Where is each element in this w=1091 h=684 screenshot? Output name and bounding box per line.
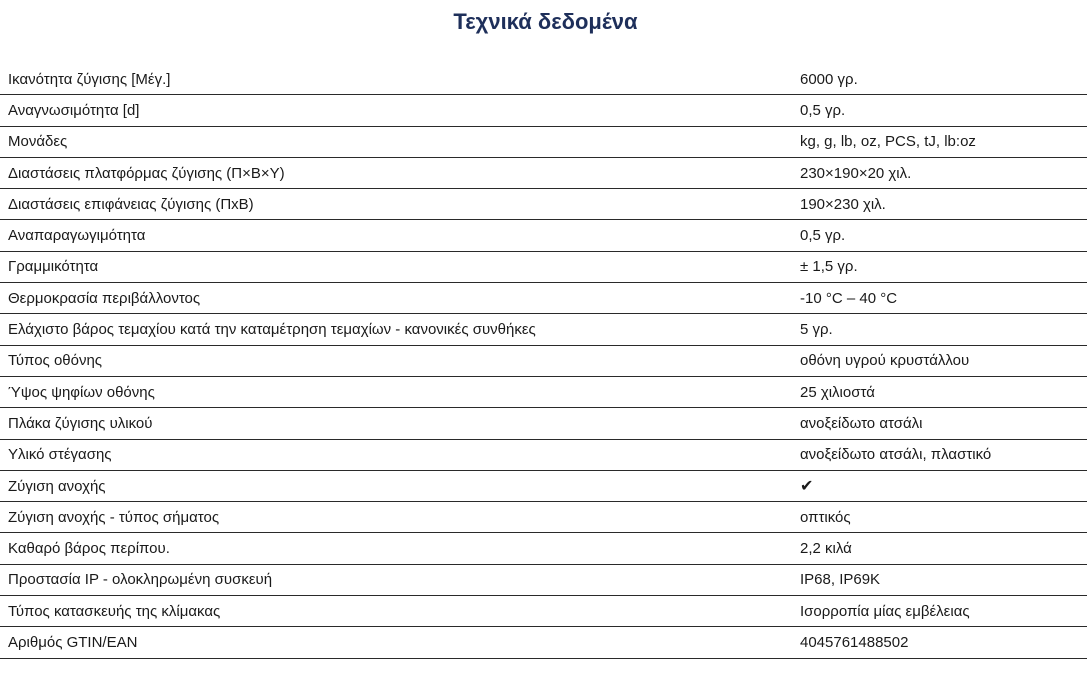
- spec-label: Ζύγιση ανοχής: [8, 477, 106, 495]
- page-title: Τεχνικά δεδομένα: [453, 9, 638, 34]
- spec-label: Τύπος κατασκευής της κλίμακας: [8, 602, 221, 620]
- spec-label: Προστασία IP - ολοκληρωμένη συσκευή: [8, 571, 273, 589]
- spec-row: [0, 440, 1087, 471]
- spec-label: Γραμμικότητα: [8, 258, 99, 276]
- spec-value: kg, g, lb, oz, PCS, tJ, lb:oz: [800, 133, 976, 151]
- spec-row: [0, 220, 1087, 251]
- spec-value: IP68, IP69K: [800, 571, 881, 589]
- spec-value: ανοξείδωτο ατσάλι: [800, 414, 923, 432]
- spec-row: [0, 64, 1087, 95]
- spec-value: 25 χιλιοστά: [800, 383, 875, 401]
- spec-value: οπτικός: [800, 508, 851, 526]
- spec-value: 0,5 γρ.: [800, 101, 846, 119]
- spec-row: [0, 252, 1087, 283]
- spec-row: [0, 283, 1087, 314]
- spec-label: Αναγνωσιμότητα [d]: [8, 101, 140, 119]
- spec-value: 5 γρ.: [800, 321, 833, 339]
- spec-value: [792, 478, 1087, 495]
- spec-value: 190×230 χιλ.: [800, 195, 886, 213]
- spec-value: οθόνη υγρού κρυστάλλου: [800, 352, 970, 370]
- spec-row: [0, 377, 1087, 408]
- spec-row: [0, 471, 1087, 502]
- spec-label: Αριθμός GTIN/EAN: [8, 633, 138, 651]
- spec-row: [0, 596, 1087, 627]
- spec-value: 230×190×20 χιλ.: [800, 164, 912, 182]
- spec-row: [0, 408, 1087, 439]
- spec-value: 2,2 κιλά: [800, 540, 852, 558]
- spec-row: [0, 502, 1087, 533]
- spec-row: [0, 127, 1087, 158]
- spec-label: Μονάδες: [8, 133, 68, 151]
- spec-row: [0, 314, 1087, 345]
- spec-row: [0, 565, 1087, 596]
- spec-row: [0, 627, 1087, 658]
- spec-value: 4045761488502: [800, 633, 909, 651]
- spec-value: -10 °C – 40 °C: [800, 289, 898, 307]
- spec-row: [0, 346, 1087, 377]
- spec-label: Διαστάσεις επιφάνειας ζύγισης (ΠxΒ): [8, 195, 254, 213]
- spec-row: [0, 95, 1087, 126]
- spec-label: Ικανότητα ζύγισης [Μέγ.]: [8, 70, 171, 88]
- spec-label: Πλάκα ζύγισης υλικού: [8, 414, 153, 432]
- spec-value: ± 1,5 γρ.: [800, 258, 858, 276]
- spec-value: Ισορροπία μίας εμβέλειας: [800, 602, 970, 620]
- spec-row: [0, 158, 1087, 189]
- spec-label: Ελάχιστο βάρος τεμαχίου κατά την καταμέτρηση τεμαχίων - κανονικές συνθήκες: [8, 321, 536, 339]
- spec-label: Ύψος ψηφίων οθόνης: [8, 383, 155, 401]
- spec-value: 6000 γρ.: [800, 70, 858, 88]
- spec-label: Αναπαραγωγιμότητα: [8, 227, 146, 245]
- spec-label: Υλικό στέγασης: [8, 446, 112, 464]
- spec-table: [0, 64, 1087, 659]
- spec-value: 0,5 γρ.: [800, 227, 846, 245]
- check-icon: ✔: [800, 477, 814, 495]
- spec-row: [0, 533, 1087, 564]
- spec-label: Τύπος οθόνης: [8, 352, 103, 370]
- spec-label: Καθαρό βάρος περίπου.: [8, 540, 170, 558]
- spec-value: ανοξείδωτο ατσάλι, πλαστικό: [800, 446, 992, 464]
- spec-label: Θερμοκρασία περιβάλλοντος: [8, 289, 201, 307]
- spec-label: Διαστάσεις πλατφόρμας ζύγισης (Π×Β×Υ): [8, 164, 285, 182]
- spec-label: Ζύγιση ανοχής - τύπος σήματος: [8, 508, 220, 526]
- spec-row: [0, 189, 1087, 220]
